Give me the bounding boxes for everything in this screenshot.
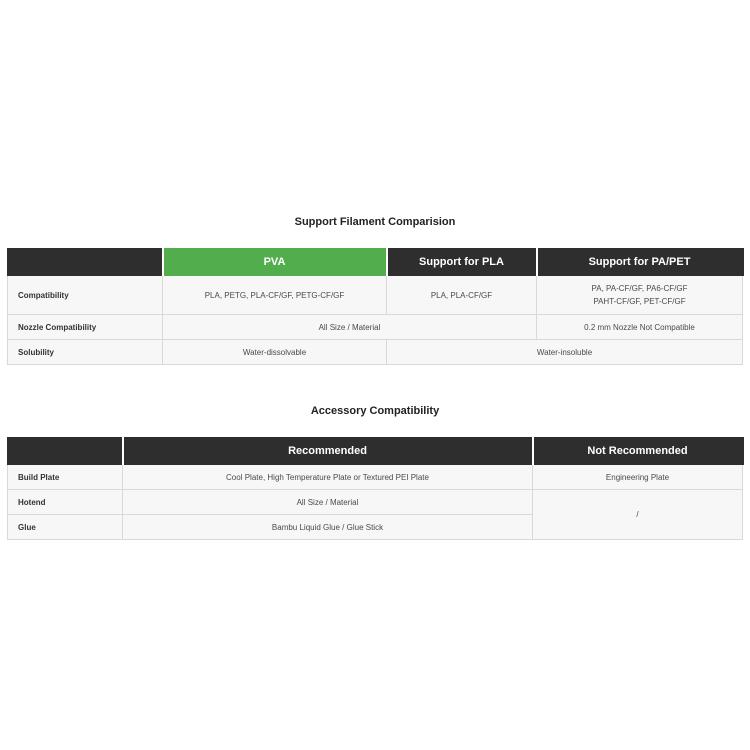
- cell-build-plate-recommended: Cool Plate, High Temperature Plate or Textured PEI Plate: [123, 465, 533, 490]
- cell-build-plate-not-recommended: Engineering Plate: [533, 465, 743, 490]
- cell-papet-line-2: PAHT-CF/GF, PET-CF/GF: [593, 297, 686, 306]
- row-label-compatibility: Compatibility: [8, 276, 163, 315]
- accessory-table: [7, 437, 744, 540]
- cell-pva-compatibility: PLA, PETG, PLA-CF/GF, PETG-CF/GF: [163, 276, 387, 315]
- accessory-table-title: Accessory Compatibility: [310, 405, 440, 417]
- cell-papet-nozzle: 0.2 mm Nozzle Not Compatible: [537, 315, 743, 340]
- row-label-solubility: Solubility: [8, 340, 163, 365]
- header-not-recommended: Not Recommended: [533, 438, 743, 465]
- cell-papet-compatibility: [537, 276, 743, 315]
- cell-pva-solubility: Water-dissolvable: [163, 340, 387, 365]
- cell-glue-recommended: Bambu Liquid Glue / Glue Stick: [123, 515, 533, 540]
- table-row: [8, 340, 743, 365]
- cell-papet-line-1: PA, PA-CF/GF, PA6-CF/GF: [591, 284, 688, 293]
- header-support-pa-pet: Support for PA/PET: [537, 249, 743, 276]
- support-filament-table: [7, 248, 744, 365]
- cell-pva-pla-nozzle: All Size / Material: [163, 315, 537, 340]
- filament-table-title: Support Filament Comparision: [294, 216, 456, 228]
- header-pva: PVA: [163, 249, 387, 276]
- cell-pla-compatibility: PLA, PLA-CF/GF: [387, 276, 537, 315]
- table-header-row: [8, 438, 743, 465]
- cell-hotend-glue-not-recommended: /: [533, 490, 743, 540]
- table-header-row: [8, 249, 743, 276]
- table-row: [8, 315, 743, 340]
- cell-others-solubility: Water-insoluble: [387, 340, 743, 365]
- header-recommended: Recommended: [123, 438, 533, 465]
- table-row: [8, 276, 743, 315]
- row-label-build-plate: Build Plate: [8, 465, 123, 490]
- row-label-glue: Glue: [8, 515, 123, 540]
- row-label-hotend: Hotend: [8, 490, 123, 515]
- table-row: [8, 465, 743, 490]
- header-support-pla: Support for PLA: [387, 249, 537, 276]
- cell-hotend-recommended: All Size / Material: [123, 490, 533, 515]
- header-blank: [8, 438, 123, 465]
- table-row: [8, 490, 743, 515]
- header-blank: [8, 249, 163, 276]
- row-label-nozzle: Nozzle Compatibility: [8, 315, 163, 340]
